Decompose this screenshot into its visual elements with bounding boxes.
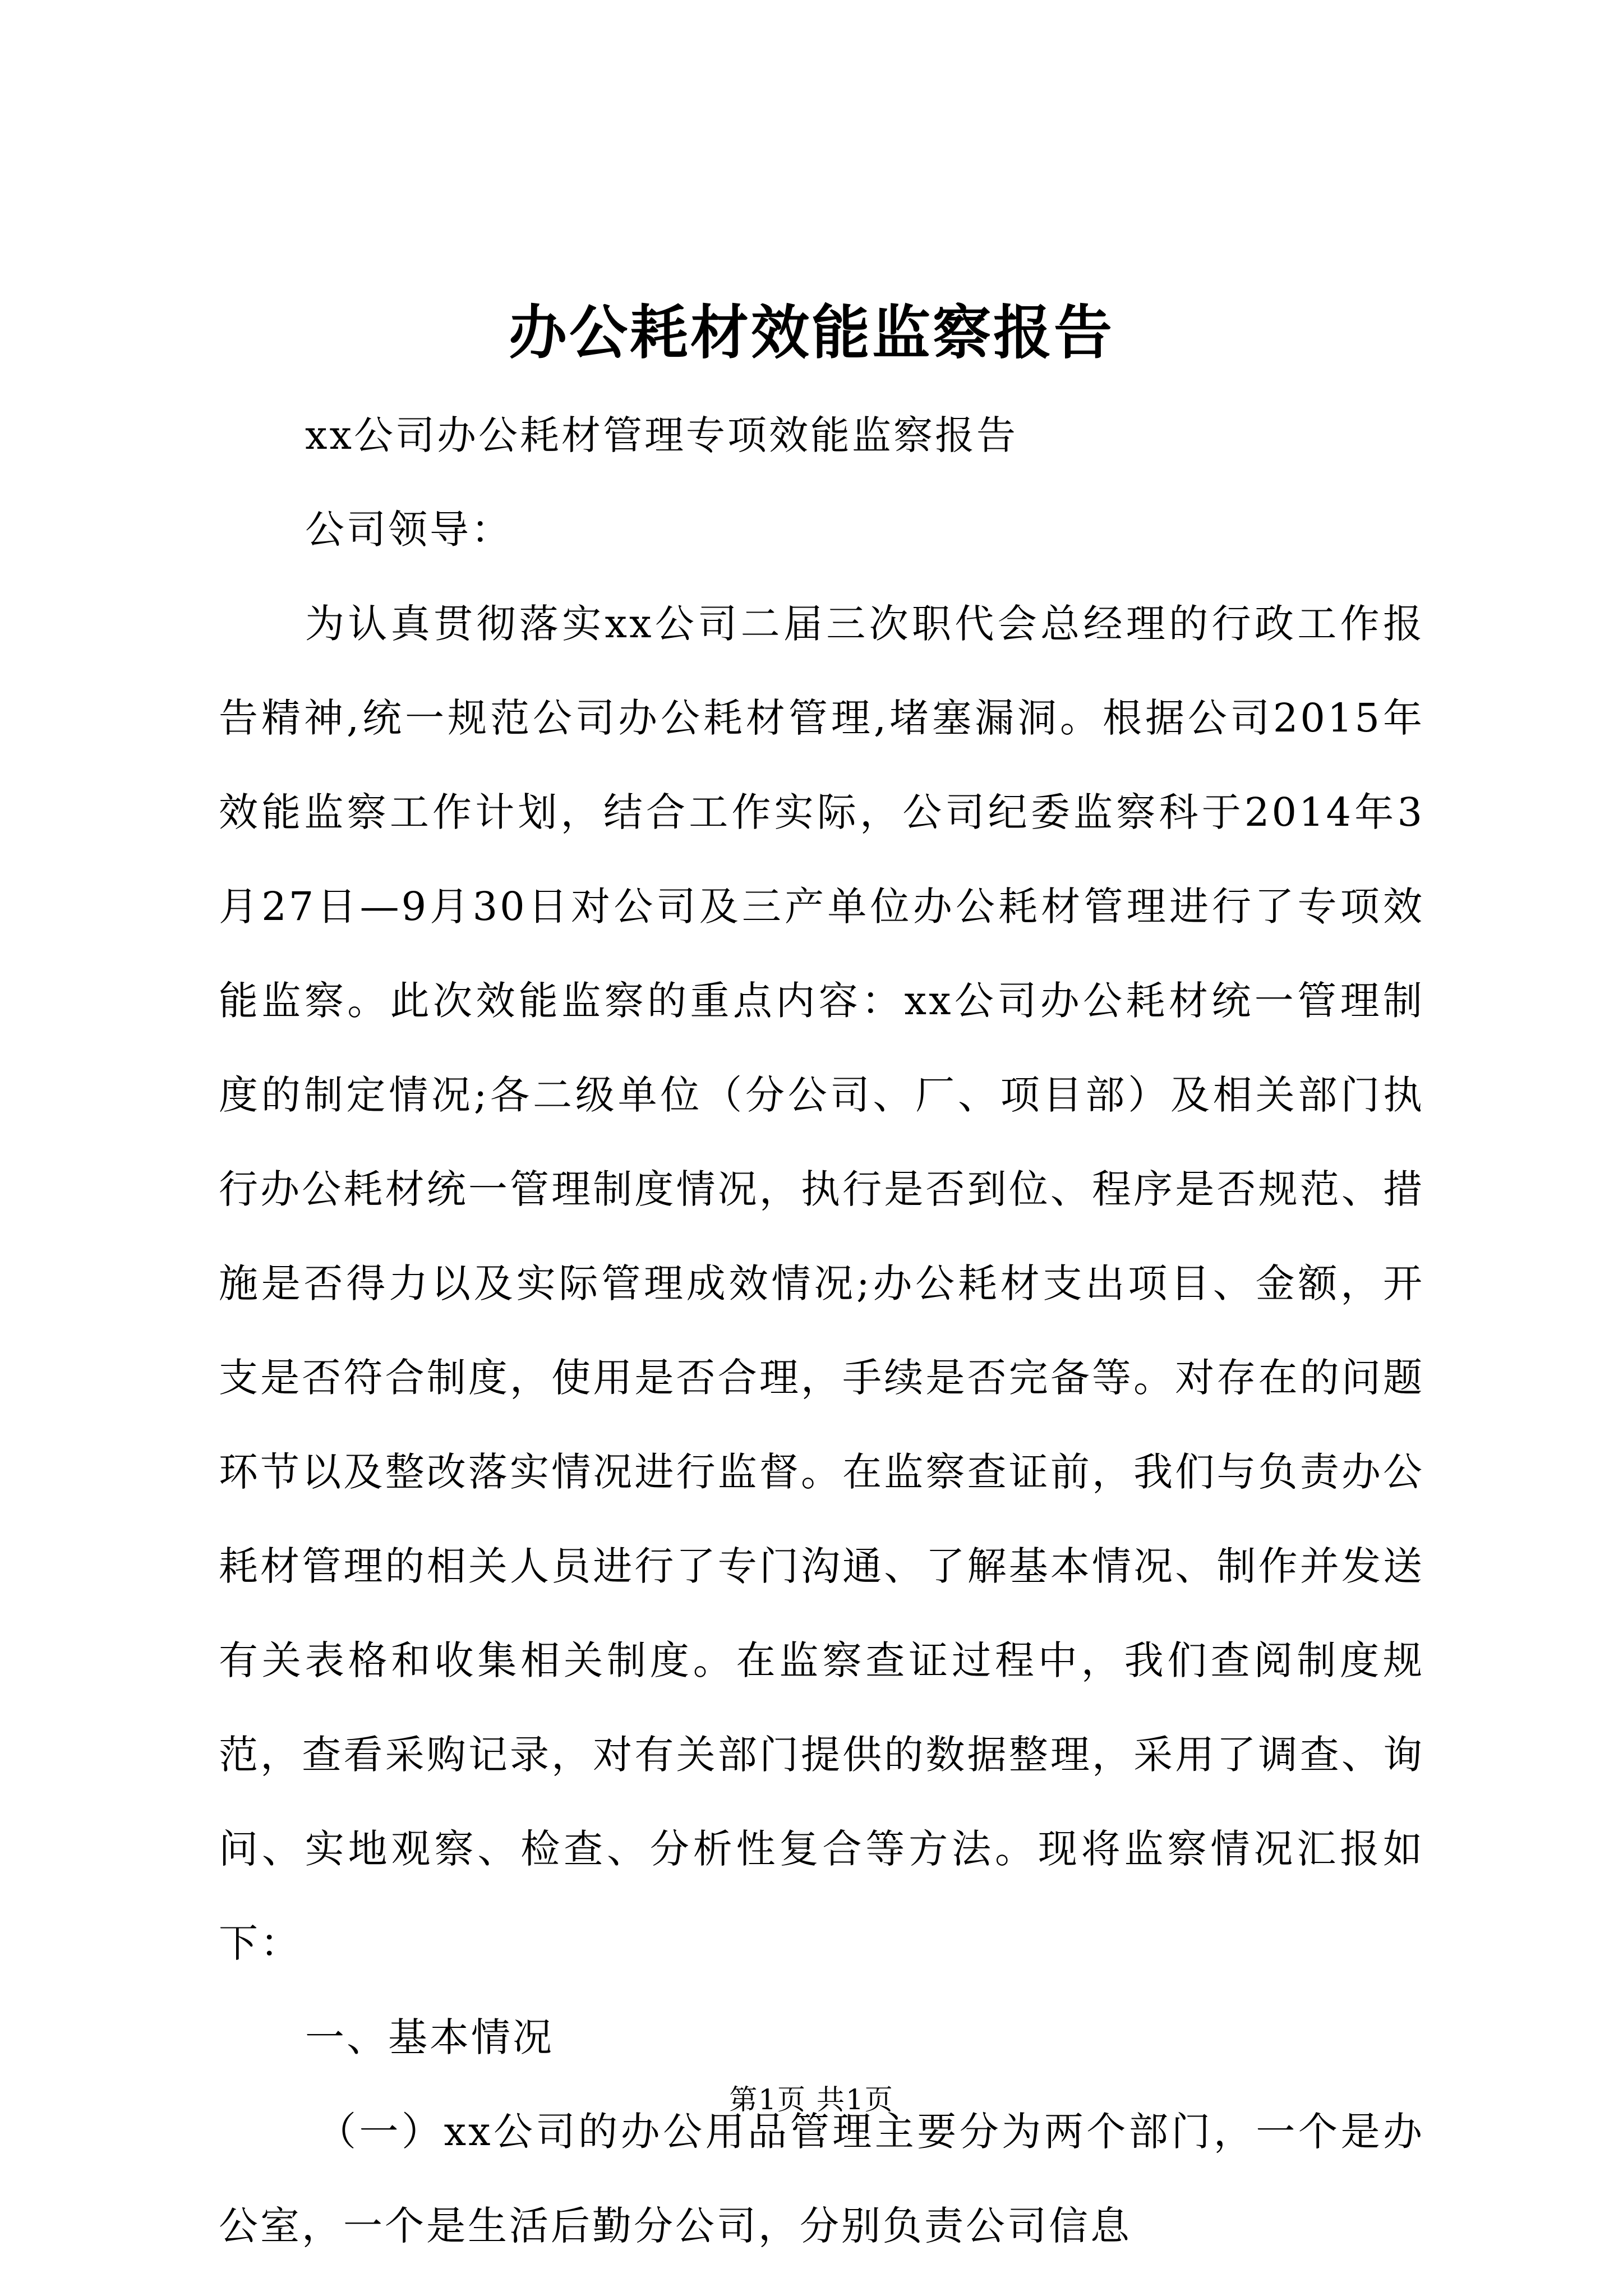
salutation-paragraph: 公司领导： bbox=[305, 507, 513, 553]
section-heading-basic-situation: 一、基本情况 bbox=[305, 2014, 554, 2060]
document-title: 办公耗材效能监察报告 bbox=[508, 298, 1114, 367]
intro-paragraph: 为认真贯彻落实xx公司二届三次职代会总经理的行政工作报告精神,统一规范公司办公耗材管理,堵塞漏洞。根据公司2015年效能监察工作计划，结合工作实际，公司纪委监察科于2014年3月27日—9月30日对公司及三产单位办公耗材管理进行了专项效能监察。此次效能监察的重点内容：xx公司办公耗材统一管理制度的制定情况;各二级单位（分公司、厂、项目部）及相关部门执行办公耗材统一管理制度情况，执行是否到位、程序是否规范、措施是否得力以及实际管理成效情况;办公耗材支出项目、金额，开支是否符合制度，使用是否合理，手续是否完备等。对存在的问题环节以及整改落实情况进行监督。在监察查证前，我们与负责办公耗材管理的相关人员进行了专门沟通、了解基本情况、制作并发送有关表格和收集相关制度。在监察查证过程中，我们查阅制度规范，查看采购记录，对有关部门提供的数据整理，采用了调查、询问、实地观察、检查、分析性复合等方法。现将监察情况汇报如下： bbox=[219, 601, 1424, 1966]
report-subtitle-paragraph: xx公司办公耗材管理专项效能监察报告 bbox=[305, 412, 1018, 458]
document-body bbox=[219, 388, 1424, 2273]
subsection-paragraph-1: （一）xx公司的办公用品管理主要分为两个部门，一个是办公室，一个是生活后勤分公司，分别负责公司信息 bbox=[219, 2109, 1424, 2249]
page-footer: 第1页 共1页 bbox=[729, 2083, 894, 2116]
